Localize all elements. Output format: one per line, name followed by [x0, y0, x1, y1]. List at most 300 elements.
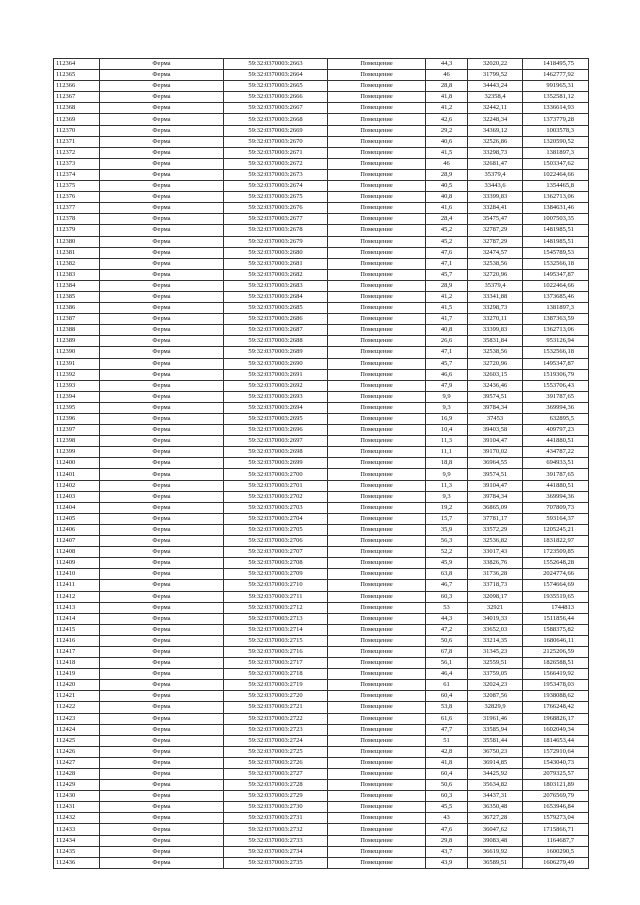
- cell-row-number: 112419: [54, 669, 100, 680]
- cell-area: 44,3: [426, 613, 468, 624]
- cell-cadastral-number: 59:32:0370003:2682: [224, 269, 328, 280]
- cell-total-value: 1007503,35: [523, 214, 589, 225]
- cell-area: 41,2: [426, 291, 468, 302]
- cell-row-number: 112430: [54, 791, 100, 802]
- cell-object-name: Ферма: [100, 414, 224, 425]
- cell-total-value: 1164687,7: [523, 835, 589, 846]
- cell-total-value: 2076569,79: [523, 791, 589, 802]
- cell-unit-price: 39083,48: [468, 835, 523, 846]
- cell-total-value: 1373779,28: [523, 114, 589, 125]
- cell-row-number: 112415: [54, 624, 100, 635]
- table-row: [54, 646, 589, 657]
- cell-object-type: Помещение: [328, 480, 426, 491]
- cell-object-name: Ферма: [100, 613, 224, 624]
- cell-unit-price: 36750,23: [468, 746, 523, 757]
- cell-total-value: 1384631,46: [523, 203, 589, 214]
- cell-cadastral-number: 59:32:0370003:2720: [224, 691, 328, 702]
- cell-object-name: Ферма: [100, 536, 224, 547]
- cell-cadastral-number: 59:32:0370003:2693: [224, 391, 328, 402]
- cell-area: 53: [426, 602, 468, 613]
- cell-unit-price: 32474,57: [468, 247, 523, 258]
- cell-object-name: Ферма: [100, 602, 224, 613]
- cell-object-name: Ферма: [100, 181, 224, 192]
- cell-row-number: 112397: [54, 425, 100, 436]
- cell-object-type: Помещение: [328, 569, 426, 580]
- cell-cadastral-number: 59:32:0370003:2703: [224, 502, 328, 513]
- cell-cadastral-number: 59:32:0370003:2679: [224, 236, 328, 247]
- cell-total-value: 2125206,59: [523, 646, 589, 657]
- cell-total-value: 1552648,28: [523, 558, 589, 569]
- cell-cadastral-number: 59:32:0370003:2672: [224, 158, 328, 169]
- cell-cadastral-number: 59:32:0370003:2726: [224, 757, 328, 768]
- cell-area: 51: [426, 735, 468, 746]
- cell-row-number: 112374: [54, 169, 100, 180]
- cell-object-name: Ферма: [100, 624, 224, 635]
- cell-total-value: 1680646,11: [523, 635, 589, 646]
- cell-object-type: Помещение: [328, 835, 426, 846]
- cell-cadastral-number: 59:32:0370003:2683: [224, 280, 328, 291]
- table-row: [54, 769, 589, 780]
- cell-total-value: 1938088,62: [523, 691, 589, 702]
- table-row: [54, 114, 589, 125]
- cell-cadastral-number: 59:32:0370003:2673: [224, 169, 328, 180]
- cell-unit-price: 32087,56: [468, 691, 523, 702]
- cell-object-type: Помещение: [328, 436, 426, 447]
- cell-object-type: Помещение: [328, 846, 426, 857]
- cell-area: 26,6: [426, 336, 468, 347]
- cell-object-name: Ферма: [100, 402, 224, 413]
- cell-area: 46: [426, 158, 468, 169]
- cell-cadastral-number: 59:32:0370003:2732: [224, 824, 328, 835]
- cell-area: 41,5: [426, 147, 468, 158]
- cell-cadastral-number: 59:32:0370003:2675: [224, 192, 328, 203]
- cell-area: 41,5: [426, 303, 468, 314]
- table-row: [54, 136, 589, 147]
- cell-row-number: 112426: [54, 746, 100, 757]
- table-row: [54, 635, 589, 646]
- cell-object-type: Помещение: [328, 469, 426, 480]
- cell-object-name: Ферма: [100, 114, 224, 125]
- table-row: [54, 524, 589, 535]
- cell-total-value: 1387363,59: [523, 314, 589, 325]
- cell-row-number: 112434: [54, 835, 100, 846]
- cell-total-value: 1003578,3: [523, 125, 589, 136]
- cell-cadastral-number: 59:32:0370003:2670: [224, 136, 328, 147]
- cell-area: 63,8: [426, 569, 468, 580]
- cell-area: 41,8: [426, 92, 468, 103]
- cell-row-number: 112436: [54, 857, 100, 868]
- table-row: [54, 791, 589, 802]
- cell-row-number: 112409: [54, 558, 100, 569]
- cell-area: 52,2: [426, 547, 468, 558]
- cell-object-name: Ферма: [100, 158, 224, 169]
- cell-cadastral-number: 59:32:0370003:2664: [224, 70, 328, 81]
- cell-total-value: 1545789,53: [523, 247, 589, 258]
- cell-cadastral-number: 59:32:0370003:2689: [224, 347, 328, 358]
- cell-object-type: Помещение: [328, 380, 426, 391]
- cell-total-value: 434787,22: [523, 447, 589, 458]
- cell-area: 41,8: [426, 757, 468, 768]
- cell-row-number: 112390: [54, 347, 100, 358]
- cell-cadastral-number: 59:32:0370003:2692: [224, 380, 328, 391]
- cell-object-name: Ферма: [100, 169, 224, 180]
- cell-unit-price: 34437,31: [468, 791, 523, 802]
- cell-area: 56,3: [426, 536, 468, 547]
- table-row: [54, 103, 589, 114]
- cell-area: 50,6: [426, 635, 468, 646]
- cell-object-name: Ферма: [100, 735, 224, 746]
- cell-area: 42,6: [426, 114, 468, 125]
- cell-row-number: 112401: [54, 469, 100, 480]
- table-row: [54, 280, 589, 291]
- cell-object-name: Ферма: [100, 569, 224, 580]
- cell-object-name: Ферма: [100, 103, 224, 114]
- cell-row-number: 112365: [54, 70, 100, 81]
- cell-unit-price: 32681,47: [468, 158, 523, 169]
- cell-object-type: Помещение: [328, 303, 426, 314]
- cell-total-value: 1566419,92: [523, 669, 589, 680]
- table-row: [54, 580, 589, 591]
- cell-row-number: 112387: [54, 314, 100, 325]
- cell-area: 9,9: [426, 391, 468, 402]
- cell-total-value: 1511856,44: [523, 613, 589, 624]
- cell-area: 44,3: [426, 59, 468, 70]
- table-row: [54, 469, 589, 480]
- cell-object-name: Ферма: [100, 480, 224, 491]
- cell-cadastral-number: 59:32:0370003:2735: [224, 857, 328, 868]
- cell-area: 67,8: [426, 646, 468, 657]
- cell-unit-price: 32603,15: [468, 369, 523, 380]
- cell-cadastral-number: 59:32:0370003:2730: [224, 802, 328, 813]
- cell-cadastral-number: 59:32:0370003:2696: [224, 425, 328, 436]
- cell-object-type: Помещение: [328, 169, 426, 180]
- cell-row-number: 112392: [54, 369, 100, 380]
- cell-total-value: 1362713,06: [523, 192, 589, 203]
- cell-unit-price: 34425,92: [468, 769, 523, 780]
- cell-object-name: Ферма: [100, 336, 224, 347]
- property-table: [53, 58, 589, 869]
- table-row: [54, 192, 589, 203]
- cell-total-value: 1766248,42: [523, 702, 589, 713]
- table-row: [54, 325, 589, 336]
- cell-unit-price: 32829,9: [468, 702, 523, 713]
- table-row: [54, 669, 589, 680]
- cell-total-value: 1935519,65: [523, 591, 589, 602]
- cell-cadastral-number: 59:32:0370003:2701: [224, 480, 328, 491]
- cell-object-name: Ферма: [100, 447, 224, 458]
- table-row: [54, 724, 589, 735]
- cell-object-name: Ферма: [100, 680, 224, 691]
- cell-total-value: 1481985,51: [523, 225, 589, 236]
- cell-row-number: 112378: [54, 214, 100, 225]
- cell-unit-price: 33270,11: [468, 314, 523, 325]
- table-row: [54, 447, 589, 458]
- cell-unit-price: 33341,88: [468, 291, 523, 302]
- cell-unit-price: 33572,29: [468, 524, 523, 535]
- table-row: [54, 147, 589, 158]
- cell-unit-price: 31799,52: [468, 70, 523, 81]
- cell-area: 60,3: [426, 591, 468, 602]
- table-row: [54, 391, 589, 402]
- cell-total-value: 1418495,75: [523, 59, 589, 70]
- table-row: [54, 857, 589, 868]
- cell-cadastral-number: 59:32:0370003:2663: [224, 59, 328, 70]
- cell-unit-price: 33214,35: [468, 635, 523, 646]
- cell-row-number: 112424: [54, 724, 100, 735]
- table-row: [54, 735, 589, 746]
- cell-cadastral-number: 59:32:0370003:2674: [224, 181, 328, 192]
- cell-unit-price: 35831,84: [468, 336, 523, 347]
- cell-cadastral-number: 59:32:0370003:2715: [224, 635, 328, 646]
- cell-row-number: 112388: [54, 325, 100, 336]
- cell-area: 43: [426, 813, 468, 824]
- cell-total-value: 1519306,79: [523, 369, 589, 380]
- cell-cadastral-number: 59:32:0370003:2719: [224, 680, 328, 691]
- cell-object-name: Ферма: [100, 59, 224, 70]
- cell-total-value: 1336614,93: [523, 103, 589, 114]
- table-row: [54, 347, 589, 358]
- cell-object-type: Помещение: [328, 92, 426, 103]
- table-row: [54, 824, 589, 835]
- cell-area: 19,2: [426, 502, 468, 513]
- table-row: [54, 59, 589, 70]
- table-row: [54, 303, 589, 314]
- cell-cadastral-number: 59:32:0370003:2724: [224, 735, 328, 746]
- cell-unit-price: 39574,51: [468, 391, 523, 402]
- cell-unit-price: 33759,05: [468, 669, 523, 680]
- cell-object-name: Ферма: [100, 646, 224, 657]
- cell-total-value: 1653946,84: [523, 802, 589, 813]
- table-row: [54, 813, 589, 824]
- table-row: [54, 702, 589, 713]
- cell-row-number: 112406: [54, 524, 100, 535]
- cell-area: 28,9: [426, 169, 468, 180]
- cell-object-name: Ферма: [100, 425, 224, 436]
- cell-total-value: 369994,36: [523, 491, 589, 502]
- cell-cadastral-number: 59:32:0370003:2717: [224, 658, 328, 669]
- cell-unit-price: 33284,41: [468, 203, 523, 214]
- table-row: [54, 203, 589, 214]
- cell-row-number: 112377: [54, 203, 100, 214]
- cell-object-type: Помещение: [328, 125, 426, 136]
- cell-total-value: 991965,31: [523, 81, 589, 92]
- cell-area: 40,5: [426, 181, 468, 192]
- cell-unit-price: 32526,86: [468, 136, 523, 147]
- cell-object-type: Помещение: [328, 314, 426, 325]
- cell-area: 16,9: [426, 414, 468, 425]
- cell-object-name: Ферма: [100, 502, 224, 513]
- table-row: [54, 536, 589, 547]
- cell-cadastral-number: 59:32:0370003:2729: [224, 791, 328, 802]
- cell-object-name: Ферма: [100, 802, 224, 813]
- cell-object-name: Ферма: [100, 524, 224, 535]
- cell-area: 40,8: [426, 325, 468, 336]
- cell-area: 41,2: [426, 103, 468, 114]
- cell-object-name: Ферма: [100, 780, 224, 791]
- table-row: [54, 314, 589, 325]
- cell-unit-price: 32921: [468, 602, 523, 613]
- cell-area: 47,1: [426, 347, 468, 358]
- cell-total-value: 1205245,21: [523, 524, 589, 535]
- cell-area: 41,6: [426, 203, 468, 214]
- cell-cadastral-number: 59:32:0370003:2691: [224, 369, 328, 380]
- cell-area: 28,9: [426, 280, 468, 291]
- cell-area: 43,7: [426, 846, 468, 857]
- cell-unit-price: 33298,73: [468, 147, 523, 158]
- cell-area: 45,2: [426, 225, 468, 236]
- cell-object-type: Помещение: [328, 624, 426, 635]
- cell-object-type: Помещение: [328, 646, 426, 657]
- cell-object-name: Ферма: [100, 92, 224, 103]
- cell-object-name: Ферма: [100, 358, 224, 369]
- cell-total-value: 1022464,66: [523, 280, 589, 291]
- cell-total-value: 1543040,73: [523, 757, 589, 768]
- cell-area: 45,7: [426, 358, 468, 369]
- cell-object-type: Помещение: [328, 81, 426, 92]
- cell-cadastral-number: 59:32:0370003:2697: [224, 436, 328, 447]
- cell-unit-price: 32098,17: [468, 591, 523, 602]
- cell-unit-price: 35379,4: [468, 169, 523, 180]
- cell-row-number: 112423: [54, 713, 100, 724]
- cell-row-number: 112382: [54, 258, 100, 269]
- cell-object-type: Помещение: [328, 447, 426, 458]
- cell-unit-price: 39784,34: [468, 402, 523, 413]
- cell-total-value: 1022464,66: [523, 169, 589, 180]
- cell-object-type: Помещение: [328, 402, 426, 413]
- table-row: [54, 691, 589, 702]
- cell-area: 46: [426, 70, 468, 81]
- cell-area: 46,7: [426, 580, 468, 591]
- table-row: [54, 846, 589, 857]
- cell-row-number: 112407: [54, 536, 100, 547]
- cell-object-name: Ферма: [100, 291, 224, 302]
- cell-object-type: Помещение: [328, 181, 426, 192]
- cell-object-type: Помещение: [328, 702, 426, 713]
- cell-object-type: Помещение: [328, 214, 426, 225]
- cell-object-name: Ферма: [100, 303, 224, 314]
- cell-cadastral-number: 59:32:0370003:2728: [224, 780, 328, 791]
- cell-total-value: 1503347,62: [523, 158, 589, 169]
- cell-area: 47,1: [426, 258, 468, 269]
- table-row: [54, 125, 589, 136]
- cell-unit-price: 33718,73: [468, 580, 523, 591]
- cell-area: 11,1: [426, 447, 468, 458]
- cell-row-number: 112433: [54, 824, 100, 835]
- cell-cadastral-number: 59:32:0370003:2690: [224, 358, 328, 369]
- table-row: [54, 169, 589, 180]
- cell-unit-price: 32024,23: [468, 680, 523, 691]
- cell-total-value: 953126,94: [523, 336, 589, 347]
- table-row: [54, 380, 589, 391]
- cell-total-value: 1481985,51: [523, 236, 589, 247]
- cell-object-name: Ферма: [100, 835, 224, 846]
- cell-object-name: Ферма: [100, 724, 224, 735]
- cell-object-type: Помещение: [328, 280, 426, 291]
- cell-unit-price: 32720,96: [468, 269, 523, 280]
- cell-object-type: Помещение: [328, 802, 426, 813]
- table-row: [54, 746, 589, 757]
- cell-cadastral-number: 59:32:0370003:2706: [224, 536, 328, 547]
- cell-cadastral-number: 59:32:0370003:2704: [224, 513, 328, 524]
- cell-object-type: Помещение: [328, 602, 426, 613]
- cell-total-value: 1602049,34: [523, 724, 589, 735]
- cell-cadastral-number: 59:32:0370003:2712: [224, 602, 328, 613]
- cell-unit-price: 36619,92: [468, 846, 523, 857]
- cell-total-value: 1814653,44: [523, 735, 589, 746]
- cell-row-number: 112371: [54, 136, 100, 147]
- cell-total-value: 409797,23: [523, 425, 589, 436]
- cell-cadastral-number: 59:32:0370003:2709: [224, 569, 328, 580]
- cell-area: 47,7: [426, 724, 468, 735]
- cell-unit-price: 32787,29: [468, 225, 523, 236]
- cell-object-type: Помещение: [328, 536, 426, 547]
- cell-unit-price: 37781,17: [468, 513, 523, 524]
- cell-object-type: Помещение: [328, 857, 426, 868]
- cell-unit-price: 33585,94: [468, 724, 523, 735]
- cell-cadastral-number: 59:32:0370003:2676: [224, 203, 328, 214]
- cell-total-value: 1715866,71: [523, 824, 589, 835]
- cell-row-number: 112372: [54, 147, 100, 158]
- cell-row-number: 112410: [54, 569, 100, 580]
- cell-row-number: 112417: [54, 646, 100, 657]
- cell-cadastral-number: 59:32:0370003:2671: [224, 147, 328, 158]
- cell-total-value: 441880,51: [523, 436, 589, 447]
- cell-object-name: Ферма: [100, 280, 224, 291]
- cell-area: 47,2: [426, 624, 468, 635]
- cell-total-value: 1606279,49: [523, 857, 589, 868]
- table-row: [54, 70, 589, 81]
- cell-cadastral-number: 59:32:0370003:2668: [224, 114, 328, 125]
- cell-total-value: 2079325,57: [523, 769, 589, 780]
- cell-row-number: 112413: [54, 602, 100, 613]
- cell-area: 28,8: [426, 81, 468, 92]
- table-row: [54, 491, 589, 502]
- cell-total-value: 1831822,97: [523, 536, 589, 547]
- cell-unit-price: 33399,83: [468, 192, 523, 203]
- cell-object-name: Ферма: [100, 591, 224, 602]
- table-row: [54, 81, 589, 92]
- cell-total-value: 1462777,92: [523, 70, 589, 81]
- cell-object-type: Помещение: [328, 369, 426, 380]
- table-row: [54, 181, 589, 192]
- cell-row-number: 112384: [54, 280, 100, 291]
- cell-object-type: Помещение: [328, 247, 426, 258]
- cell-cadastral-number: 59:32:0370003:2734: [224, 846, 328, 857]
- cell-cadastral-number: 59:32:0370003:2725: [224, 746, 328, 757]
- cell-unit-price: 36589,51: [468, 857, 523, 868]
- cell-cadastral-number: 59:32:0370003:2694: [224, 402, 328, 413]
- cell-object-name: Ферма: [100, 813, 224, 824]
- cell-cadastral-number: 59:32:0370003:2677: [224, 214, 328, 225]
- cell-object-name: Ферма: [100, 824, 224, 835]
- cell-area: 47,6: [426, 247, 468, 258]
- cell-cadastral-number: 59:32:0370003:2666: [224, 92, 328, 103]
- cell-object-type: Помещение: [328, 358, 426, 369]
- cell-row-number: 112369: [54, 114, 100, 125]
- cell-total-value: 2024774,66: [523, 569, 589, 580]
- table-row: [54, 757, 589, 768]
- cell-total-value: 1381897,3: [523, 303, 589, 314]
- cell-row-number: 112408: [54, 547, 100, 558]
- cell-area: 40,8: [426, 192, 468, 203]
- cell-object-name: Ферма: [100, 136, 224, 147]
- cell-area: 60,4: [426, 769, 468, 780]
- cell-row-number: 112422: [54, 702, 100, 713]
- table-row: [54, 414, 589, 425]
- cell-object-name: Ферма: [100, 580, 224, 591]
- cell-object-type: Помещение: [328, 258, 426, 269]
- cell-object-name: Ферма: [100, 214, 224, 225]
